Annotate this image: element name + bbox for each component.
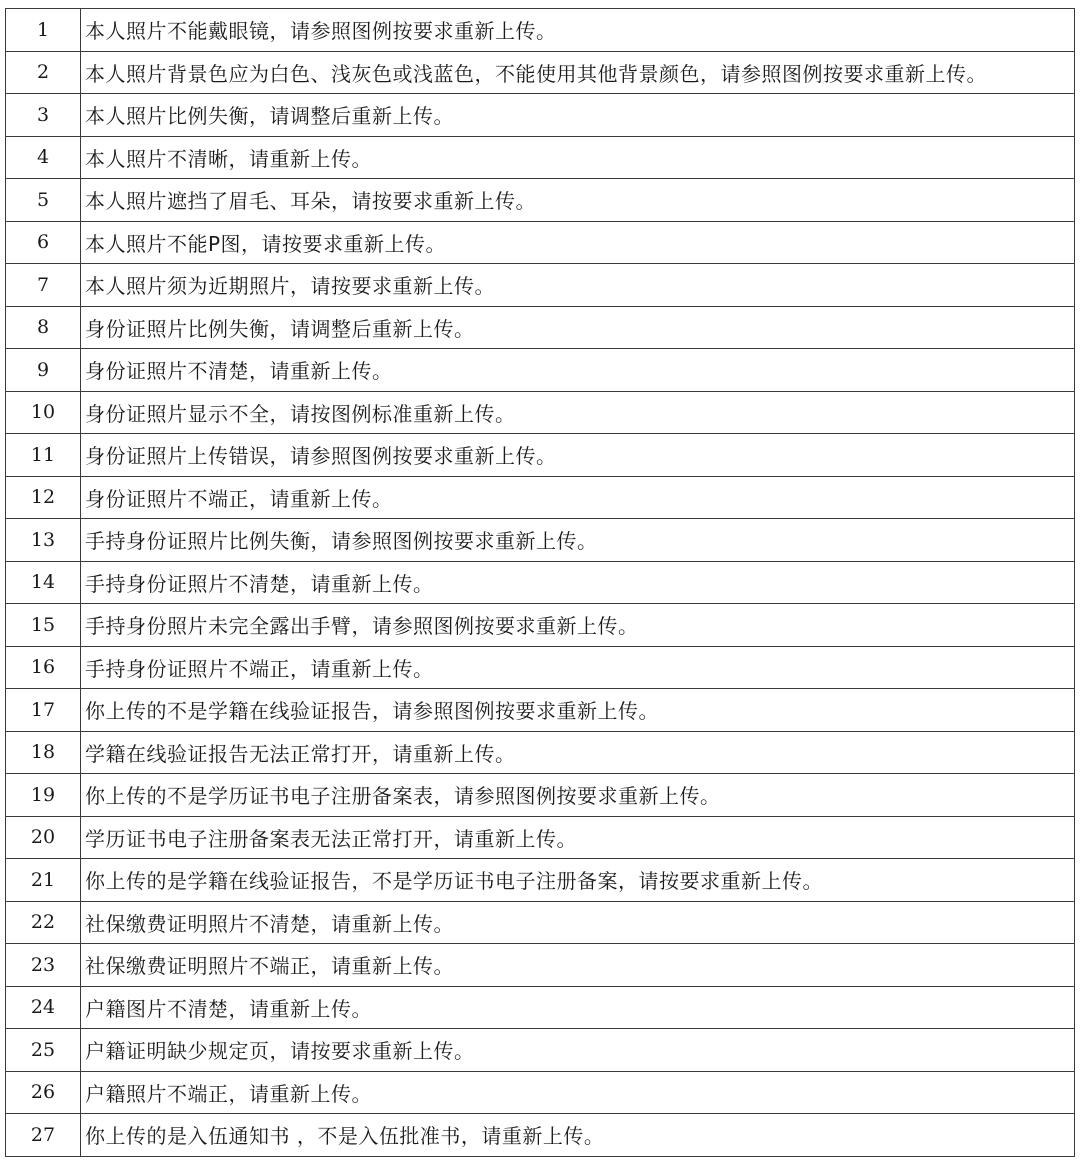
reason-text: 身份证照片不清楚，请重新上传。 — [81, 349, 1075, 392]
reason-text: 本人照片须为近期照片，请按要求重新上传。 — [81, 264, 1075, 307]
table-row — [6, 136, 1075, 179]
row-number: 12 — [6, 476, 81, 519]
row-number: 15 — [6, 604, 81, 647]
row-number: 4 — [6, 136, 81, 179]
table-row — [6, 179, 1075, 222]
table-row — [6, 9, 1075, 52]
table-row — [6, 1114, 1075, 1157]
row-number: 2 — [6, 51, 81, 94]
reason-text: 户籍证明缺少规定页，请按要求重新上传。 — [81, 1029, 1075, 1072]
row-number: 11 — [6, 434, 81, 477]
reason-text: 本人照片遮挡了眉毛、耳朵，请按要求重新上传。 — [81, 179, 1075, 222]
row-number: 9 — [6, 349, 81, 392]
reason-text: 社保缴费证明照片不端正，请重新上传。 — [81, 944, 1075, 987]
row-number: 16 — [6, 646, 81, 689]
reason-text: 手持身份照片未完全露出手臂，请参照图例按要求重新上传。 — [81, 604, 1075, 647]
reason-text: 身份证照片上传错误，请参照图例按要求重新上传。 — [81, 434, 1075, 477]
reason-text: 身份证照片显示不全，请按图例标准重新上传。 — [81, 391, 1075, 434]
reason-text: 本人照片背景色应为白色、浅灰色或浅蓝色，不能使用其他背景颜色，请参照图例按要求重新上传。 — [81, 51, 1075, 94]
table-row — [6, 604, 1075, 647]
table-body — [6, 9, 1075, 1157]
reason-text: 你上传的不是学历证书电子注册备案表，请参照图例按要求重新上传。 — [81, 774, 1075, 817]
row-number: 7 — [6, 264, 81, 307]
table-row — [6, 774, 1075, 817]
table-row — [6, 1029, 1075, 1072]
reason-text: 学历证书电子注册备案表无法正常打开，请重新上传。 — [81, 816, 1075, 859]
table-row — [6, 434, 1075, 477]
row-number: 6 — [6, 221, 81, 264]
table-row — [6, 859, 1075, 902]
table-row — [6, 561, 1075, 604]
row-number: 14 — [6, 561, 81, 604]
row-number: 26 — [6, 1071, 81, 1114]
reason-text: 身份证照片比例失衡，请调整后重新上传。 — [81, 306, 1075, 349]
table-row — [6, 1071, 1075, 1114]
table-row — [6, 306, 1075, 349]
table-row — [6, 944, 1075, 987]
row-number: 18 — [6, 731, 81, 774]
reason-text: 本人照片不能P图，请按要求重新上传。 — [81, 221, 1075, 264]
row-number: 24 — [6, 986, 81, 1029]
reason-text: 你上传的是入伍通知书 ，不是入伍批准书，请重新上传。 — [81, 1114, 1075, 1157]
reason-text: 学籍在线验证报告无法正常打开，请重新上传。 — [81, 731, 1075, 774]
table-row — [6, 221, 1075, 264]
table-row — [6, 689, 1075, 732]
table-row — [6, 349, 1075, 392]
reason-text: 身份证照片不端正，请重新上传。 — [81, 476, 1075, 519]
reason-text: 手持身份证照片不端正，请重新上传。 — [81, 646, 1075, 689]
reason-text: 本人照片不能戴眼镜，请参照图例按要求重新上传。 — [81, 9, 1075, 52]
reason-text: 本人照片比例失衡，请调整后重新上传。 — [81, 94, 1075, 137]
reason-text: 户籍图片不清楚，请重新上传。 — [81, 986, 1075, 1029]
reason-text: 本人照片不清晰，请重新上传。 — [81, 136, 1075, 179]
row-number: 3 — [6, 94, 81, 137]
table-row — [6, 94, 1075, 137]
table-row — [6, 476, 1075, 519]
row-number: 10 — [6, 391, 81, 434]
table-row — [6, 519, 1075, 562]
table-row — [6, 391, 1075, 434]
row-number: 17 — [6, 689, 81, 732]
row-number: 23 — [6, 944, 81, 987]
reason-text: 社保缴费证明照片不清楚，请重新上传。 — [81, 901, 1075, 944]
table-row — [6, 51, 1075, 94]
reason-text: 手持身份证照片比例失衡，请参照图例按要求重新上传。 — [81, 519, 1075, 562]
reason-text: 你上传的是学籍在线验证报告，不是学历证书电子注册备案，请按要求重新上传。 — [81, 859, 1075, 902]
reason-text: 户籍照片不端正，请重新上传。 — [81, 1071, 1075, 1114]
table-row — [6, 901, 1075, 944]
row-number: 5 — [6, 179, 81, 222]
table-row — [6, 986, 1075, 1029]
table-row — [6, 731, 1075, 774]
row-number: 13 — [6, 519, 81, 562]
table-row — [6, 264, 1075, 307]
row-number: 8 — [6, 306, 81, 349]
row-number: 27 — [6, 1114, 81, 1157]
table-row — [6, 646, 1075, 689]
reason-text: 手持身份证照片不清楚，请重新上传。 — [81, 561, 1075, 604]
row-number: 25 — [6, 1029, 81, 1072]
row-number: 21 — [6, 859, 81, 902]
rejection-reasons-table — [5, 8, 1075, 1157]
row-number: 20 — [6, 816, 81, 859]
row-number: 22 — [6, 901, 81, 944]
reason-text: 你上传的不是学籍在线验证报告，请参照图例按要求重新上传。 — [81, 689, 1075, 732]
row-number: 19 — [6, 774, 81, 817]
table-row — [6, 816, 1075, 859]
row-number: 1 — [6, 9, 81, 52]
